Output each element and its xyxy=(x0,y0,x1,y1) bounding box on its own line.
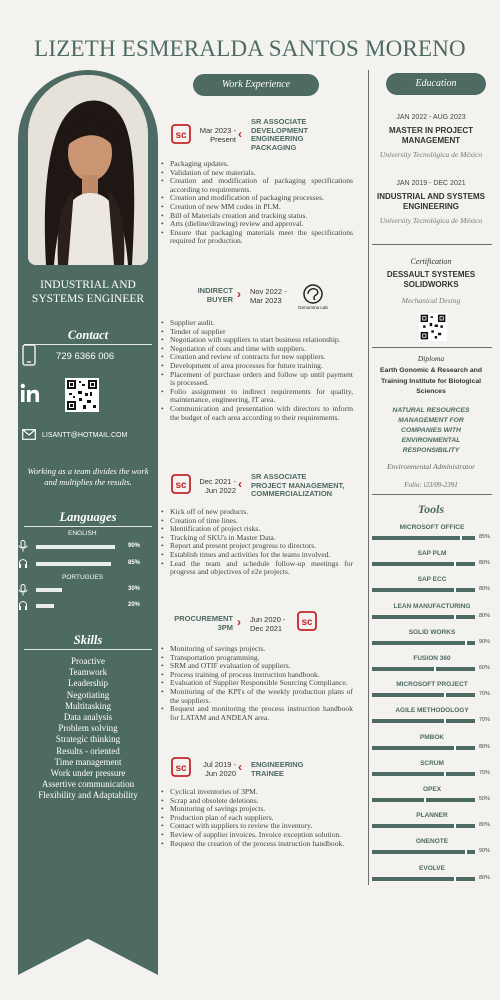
skill-item: Data analysis xyxy=(63,712,113,723)
education-dates: JAN 2022 - AUG 2023 xyxy=(396,114,466,121)
tool-level-pct: 80% xyxy=(479,822,491,828)
profile-photo xyxy=(28,75,148,265)
education-school: University Tecnológica de México xyxy=(379,150,483,159)
company-logo-icon xyxy=(297,611,317,631)
quote-text: Working as a team divides the work and multiplies the results. xyxy=(27,466,149,487)
company-logo-icon xyxy=(171,757,191,777)
tool-name: SAP PLM xyxy=(417,550,447,557)
job-bullet: • Identification of project risks. xyxy=(160,525,353,534)
resume-name: LIZETH ESMERALDA SANTOS MORENO xyxy=(34,36,466,61)
headphones-icon xyxy=(18,599,28,611)
languages-heading: Languages xyxy=(59,510,117,524)
job-role: PROCUREMENT 3PM xyxy=(174,614,233,632)
tool-level-pct: 70% xyxy=(479,770,491,776)
skill-item: Teamwork xyxy=(68,667,108,678)
job-bullets xyxy=(160,319,353,422)
contact-heading: Contact xyxy=(67,328,109,342)
certification-heading: Certification xyxy=(410,257,452,266)
job-bullet: • Communication and presentation with directors to inform the budget of each area according to their requirements. xyxy=(160,405,353,422)
language-level-pct: 20% xyxy=(128,602,141,608)
tool-level-marker xyxy=(424,797,426,803)
tool-level-bar xyxy=(372,719,475,723)
job-bullets xyxy=(160,508,353,577)
linkedin-icon[interactable] xyxy=(20,383,40,403)
job-bullet: • Evaluation of Supplier Responsible Sourcing Compliance. xyxy=(160,679,353,688)
skills-list xyxy=(18,656,158,802)
job-bullet: • Establish times and activities for the teams involved. xyxy=(160,551,353,560)
tool-level-bar xyxy=(372,615,475,619)
education-degree: INDUSTRIAL AND SYSTEMS ENGINEERING xyxy=(376,192,485,211)
skill-item: Negotiating xyxy=(66,689,110,700)
job-bullet: • Report and present project progress to directors. xyxy=(160,542,353,551)
tool-level-pct: 80% xyxy=(479,613,491,619)
job-bullet: • Contact with suppliers to review the inventory. xyxy=(160,822,353,831)
tool-level-bar xyxy=(372,877,475,881)
tool-level-pct: 90% xyxy=(479,848,491,854)
skill-item: Assertive communication xyxy=(41,779,135,790)
tool-level-bar xyxy=(372,667,475,671)
tool-name: SAP ECC xyxy=(417,576,447,583)
divider xyxy=(24,526,152,527)
job-dates: Dec 2021 - Jun 2022 xyxy=(199,477,236,495)
job-bullet: • Request and monitoring the process instruction handbook for LATAM and ANDEAN area. xyxy=(160,705,353,722)
tool-level-bar xyxy=(372,746,475,750)
profession-title: INDUSTRIAL AND SYSTEMS ENGINEER xyxy=(31,279,145,305)
job-bullet: • Packaging updates. xyxy=(160,160,353,169)
job-bullet: • SRM and OTIF evaluation of suppliers. xyxy=(160,662,353,671)
tool-level-pct: 80% xyxy=(479,744,491,750)
job-role: SR ASSOCIATE PROJECT MANAGEMENT, COMMERCIALIZATION xyxy=(251,472,345,499)
tool-name: MICROSOFT OFFICE xyxy=(399,524,465,531)
job-role: INDIRECT BUYER xyxy=(197,286,233,304)
tool-name: SCRUM xyxy=(420,760,444,767)
skill-item: Proactive xyxy=(71,656,105,666)
certification-qr-code[interactable] xyxy=(419,313,447,341)
chevron-right-icon: › xyxy=(237,287,241,301)
tool-level-bar xyxy=(372,641,475,645)
svg-text:sc: sc xyxy=(301,617,313,628)
tool-level-pct: 85% xyxy=(479,534,491,540)
svg-text:sc: sc xyxy=(175,763,187,774)
tool-name: MICROSOFT PROJECT xyxy=(396,681,468,688)
tool-level-pct: 80% xyxy=(479,586,491,592)
job-bullet: • Transportation programming. xyxy=(160,654,353,663)
job-bullet: • Creation and modification of packaging processes. xyxy=(160,194,353,203)
job-dates: Mar 2023 - Present xyxy=(199,126,236,144)
tool-level-bar xyxy=(372,772,475,776)
education-heading: Education xyxy=(386,73,486,95)
job-bullet: • Ensure that packaging materials meet the specifications required for production. xyxy=(160,229,353,246)
company-logo-icon xyxy=(171,474,191,494)
tool-level-marker xyxy=(444,718,446,724)
job-bullet: • Lead the team and schedule follow-up meetings for progress and objectives of e2e projects. xyxy=(160,560,353,577)
tool-level-marker xyxy=(454,561,456,567)
diploma-title: NATURAL RESOURCES MANAGEMENT FOR COMPANIES WITH ENVIRONMENTAL RESPONSIBILITY xyxy=(392,407,470,454)
job-bullet: • Review of supplier invoices. Invoice exception solution. xyxy=(160,831,353,840)
job-bullet: • Scrap and obsolete deletions. xyxy=(160,797,353,806)
skill-item: Flexibility and Adaptability xyxy=(38,790,138,801)
certification-name: DESSAULT SYSTEMES SOLIDWORKS xyxy=(386,270,476,289)
tool-level-marker xyxy=(444,692,446,698)
work-experience-heading: Work Experience xyxy=(193,74,319,96)
job-bullet: • Folio assignment to indirect requirements for quality, maintenance, engineering, IT area. xyxy=(160,388,353,405)
language-level-bar xyxy=(36,588,62,592)
job-bullet: • Cyclical inventories of 3PM. xyxy=(160,788,353,797)
job-bullet: • Monitoring of savings projects. xyxy=(160,805,353,814)
chevron-left-icon: ‹ xyxy=(238,760,242,774)
language-level-pct: 30% xyxy=(128,586,141,592)
tool-level-marker xyxy=(465,640,467,646)
divider xyxy=(372,244,492,245)
job-bullets xyxy=(160,645,353,722)
language-name: ENGLISH xyxy=(68,530,97,537)
job-bullet: • Supplier audit. xyxy=(160,319,353,328)
tool-level-bar xyxy=(372,588,475,592)
tool-name: OPEX xyxy=(422,786,442,793)
job-bullet: • Monitoring of the KPI's of the weekly production plans of the suppliers. xyxy=(160,688,353,705)
job-dates: Jun 2020 - Dec 2021 xyxy=(250,615,286,633)
skill-item: Time management xyxy=(54,756,122,767)
diploma-institution: Earth Gonomic & Research and Training Institute for Biological Sciences xyxy=(380,367,482,395)
tool-name: PLANNER xyxy=(416,812,448,819)
tool-level-bar xyxy=(372,562,475,566)
job-bullet: • Development of area processes for future training. xyxy=(160,362,353,371)
job-bullets xyxy=(160,160,353,246)
tool-level-bar xyxy=(372,693,475,697)
company-logo-icon xyxy=(171,124,191,144)
tool-level-marker xyxy=(454,876,456,882)
job-dates: Nov 2022 - Mar 2023 xyxy=(250,287,287,305)
tool-level-pct: 80% xyxy=(479,560,491,566)
tool-level-marker xyxy=(465,849,467,855)
tool-name: PMBOK xyxy=(419,734,445,741)
job-bullet: • Monitoring of savings projects. xyxy=(160,645,353,654)
phone-number[interactable]: 729 6366 006 xyxy=(56,351,115,362)
job-bullet: • Creation of time lines. xyxy=(160,517,353,526)
skill-item: Strategic thinking xyxy=(55,734,121,745)
job-bullets xyxy=(160,788,353,848)
svg-text:sc: sc xyxy=(175,480,187,491)
tool-level-marker xyxy=(454,823,456,829)
language-level-bar xyxy=(36,604,54,608)
skill-item: Problem solving xyxy=(58,723,118,734)
tool-level-pct: 60% xyxy=(479,665,491,671)
divider xyxy=(372,347,492,348)
tool-name: FUSION 360 xyxy=(413,655,451,662)
language-level-bar xyxy=(36,562,111,566)
job-bullet: • Tender of supplier xyxy=(160,328,353,337)
tool-level-pct: 80% xyxy=(479,875,491,881)
language-name: PORTUGUES xyxy=(62,574,104,581)
tools-heading: Tools xyxy=(417,502,445,516)
divider xyxy=(24,649,152,650)
job-bullet: • Validation of new materials. xyxy=(160,169,353,178)
tool-level-pct: 70% xyxy=(479,717,491,723)
job-bullet: • Creation and review of contracts for new suppliers. xyxy=(160,353,353,362)
tool-level-marker xyxy=(454,587,456,593)
chevron-left-icon: ‹ xyxy=(238,127,242,141)
job-role: SR ASSOCIATE DEVELOPMENT ENGINEERING PACKAGING xyxy=(251,117,309,152)
linkedin-qr-code[interactable] xyxy=(65,378,99,412)
education-degree: MASTER IN PROJECT MANAGEMENT xyxy=(388,126,473,145)
skills-heading: Skills xyxy=(73,633,103,647)
job-bullet: • Tracking of SKU's in Master Data. xyxy=(160,534,353,543)
tool-level-bar xyxy=(372,824,475,828)
skill-item: Multitasking xyxy=(64,700,111,711)
tool-name: LEAN MANUFACTURING xyxy=(393,603,471,610)
job-bullet: • Negotiation with suppliers to start business relationship. xyxy=(160,336,353,345)
svg-text:Genomma Lab: Genomma Lab xyxy=(298,305,328,310)
job-bullet: • Process training of process instruction handbook. xyxy=(160,671,353,680)
tool-level-bar xyxy=(372,850,475,854)
skill-item: Work under pressure xyxy=(50,768,126,779)
tool-level-pct: 50% xyxy=(479,796,491,802)
email-icon xyxy=(22,429,36,440)
job-bullet: • Creation of new MM codes in PLM. xyxy=(160,203,353,212)
tool-name: ONENOTE xyxy=(415,838,449,845)
job-bullet: • Bill of Materials creation and tracking status. xyxy=(160,212,353,221)
microphone-icon xyxy=(18,540,28,552)
language-level-pct: 90% xyxy=(128,543,141,549)
tool-level-marker xyxy=(444,771,446,777)
job-bullet: • Negotiation of costs and time with suppliers. xyxy=(160,345,353,354)
chevron-right-icon: › xyxy=(237,615,241,629)
tool-level-pct: 70% xyxy=(479,691,491,697)
language-level-bar xyxy=(36,545,115,549)
svg-text:sc: sc xyxy=(175,130,187,141)
job-dates: Jul 2019 - Jun 2020 xyxy=(203,760,236,778)
tool-level-marker xyxy=(434,666,436,672)
tool-name: SOLID WORKS xyxy=(408,629,456,636)
company-logo-icon xyxy=(298,283,328,311)
job-bullet: • Arts (dieline/drawing) review and approval. xyxy=(160,220,353,229)
job-bullet: • Kick off of new products. xyxy=(160,508,353,517)
tool-level-marker xyxy=(454,614,456,620)
divider xyxy=(372,494,492,495)
job-bullet: • Creation and modification of packaging specifications according to requirements. xyxy=(160,177,353,194)
job-bullet: • Request the creation of the process instruction handbook. xyxy=(160,840,353,849)
skill-item: Leadership xyxy=(68,678,108,689)
microphone-icon xyxy=(18,584,28,596)
tool-name: AGILE METHODOLOGY xyxy=(395,707,469,714)
job-bullet: • Placement of purchase orders and follow up until payment is processed. xyxy=(160,371,353,388)
phone-icon xyxy=(22,344,36,366)
job-role: ENGINEERING TRAINEE xyxy=(251,760,304,778)
tool-name: EVOLVE xyxy=(419,865,445,872)
email-address[interactable]: LISANTT@HOTMAIL.COM xyxy=(42,432,128,439)
divider xyxy=(24,344,152,345)
tool-level-marker xyxy=(454,745,456,751)
certification-detail: Mechanical Desing xyxy=(401,296,461,305)
diploma-heading: Diploma xyxy=(417,354,445,363)
chevron-left-icon: ‹ xyxy=(238,477,242,491)
education-school: University Tecnológica de México xyxy=(379,216,483,225)
language-level-pct: 85% xyxy=(128,560,141,566)
tool-level-pct: 90% xyxy=(479,639,491,645)
diploma-role: Environmental Administrator xyxy=(386,462,476,471)
job-bullet: • Production plan of each suppliers. xyxy=(160,814,353,823)
headphones-icon xyxy=(18,557,28,569)
education-dates: JAN 2019 - DEC 2021 xyxy=(396,180,466,187)
tool-level-marker xyxy=(460,535,462,541)
diploma-folio: Folio: i23/09-2391 xyxy=(404,481,458,489)
skill-item: Results - oriented xyxy=(56,745,120,756)
